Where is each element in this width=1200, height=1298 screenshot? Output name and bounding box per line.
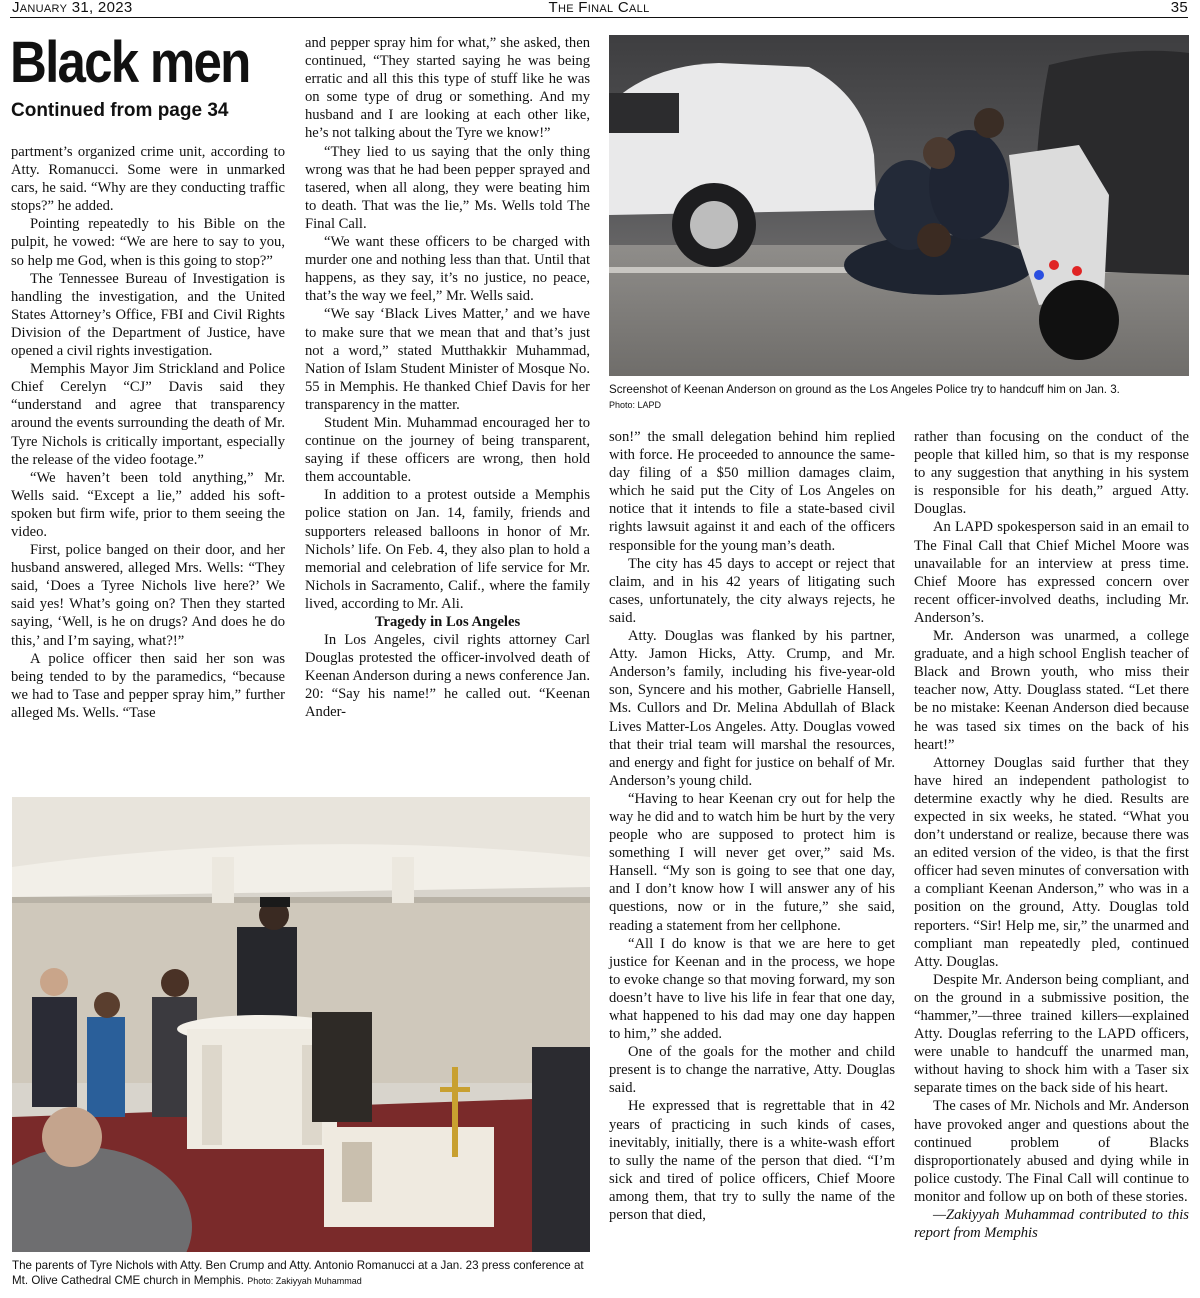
- paragraph: Student Min. Muhammad encouraged her to continue on the journey of being transparent, saying if these officers are wrong, then hold them accountable.: [305, 414, 590, 486]
- top-photo-caption: [609, 382, 1194, 413]
- publication-name: The Final Call: [548, 0, 650, 16]
- top-photo-caption-text: Screenshot of Keenan Anderson on ground as the Los Angeles Police try to handcuff him on Jan. 3.: [609, 383, 1120, 396]
- paragraph: Attorney Douglas said further that they have hired an independent pathologist to determine exactly why he died. Results are expected in six weeks, he stated. “What you don’t understand or realize, because there was an edited version of the video, is that the first officer had seven minutes of conversation with a compliant Keenan Anderson,” who was in a position on the ground, Atty. Douglas told reporters. “Sir! Help me, sir,” the unarmed and compliant man repeatedly pled, continued Atty. Douglas.: [914, 754, 1189, 970]
- paragraph: “We say ‘Black Lives Matter,’ and we have to make sure that we mean that and that’s just not a word,” stated Mutthakkir Muhammad, Nation of Islam Student Minister of Mosque No. 55 in Memphis. He thanked Chief Davis for her transparency in the matter.: [305, 306, 590, 413]
- paragraph: A police officer then said her son was being tended to by the paramedics, “because we had to Tase and pepper spray him,” further alleged Ms. Wells. “Tase: [11, 650, 285, 721]
- running-header: [10, 0, 1188, 18]
- paragraph: “They lied to us saying that the only thing wrong was that he had been pepper sprayed and tasered, when all along, they were beating him to death. That was the lie,” Ms. Wells told The Final Call.: [305, 143, 590, 232]
- bottom-photo-caption: [12, 1258, 594, 1289]
- top-photo-credit: Photo: LAPD: [609, 400, 662, 410]
- headline: Black men: [10, 30, 250, 95]
- paragraph: “We haven’t been told anything,” Mr. Wells said. “Except a lie,” added his soft-spoken but firm wife, prior to them seeing the video.: [11, 469, 285, 540]
- paragraph: and pepper spray him for what,” she asked, then continued, “They started saying he was being erratic and all this this type of stuff like he was on some type of drug or something. And my husband and I are looking at each other like, he’s not talking about the Tyre we know!”: [305, 35, 590, 142]
- issue-date: January 31, 2023: [12, 0, 133, 16]
- paragraph: The cases of Mr. Nichols and Mr. Anderson have provoked anger and questions about the continued problem of Blacks disproportionately abused and dying while in police custody. The Final Call will continue to monitor and follow up on both of these stories.: [914, 1098, 1189, 1205]
- paragraph: partment’s organized crime unit, according to Atty. Romanucci. Some were in unmarked cars, he said. “Why are they conducting traffic stops?” he added.: [11, 144, 285, 215]
- paragraph: The city has 45 days to accept or reject that claim, and in his 42 years of litigating such cases, unfortunately, the city always rejects, he said.: [609, 555, 895, 626]
- bottom-photo-credit: Photo: Zakiyyah Muhammad: [247, 1276, 362, 1286]
- paragraph: “Having to hear Keenan cry out for help the way he did and to watch him be hurt by the very people who are supposed to protect him is something I will never get over,” said Ms. Hansell. “My son is going to see that one day, and I don’t know how I will answer any of his questions, now or in the future,” she said, reading a statement from her cellphone.: [609, 790, 895, 934]
- paragraph: son!” the small delegation behind him replied with force. He proceeded to announce the same-day filing of a $50 million damages claim, which he said put the City of Los Angeles on notice that it intends to file a state-based civil rights lawsuit against it and each of the officers responsible for the young man’s death.: [609, 429, 895, 554]
- church-press-conference-photo: [12, 797, 590, 1252]
- paragraph: “All I do know is that we are here to get justice for Keenan and in the process, we hope to evoke change so that moving forward, my son doesn’t have to live his life in fear that one day, what happened to his dad may one day happen to him,” she added.: [609, 935, 895, 1043]
- header-rule: [10, 17, 1188, 18]
- paragraph: rather than focusing on the conduct of the people that killed him, so that is my response to any suggestion that anything in his system is responsible for his death,” argued Atty. Douglas.: [914, 429, 1189, 518]
- police-scene-image: [609, 35, 1189, 376]
- page-number: 35: [1170, 0, 1188, 16]
- paragraph: Mr. Anderson was unarmed, a college graduate, and a high school English teacher of Black and Brown youth, who miss their teacher now, Atty. Douglass stated. “Let there be no mistake: Keenan Anderson died because he was tased six times on the back of his heart!”: [914, 628, 1189, 753]
- paragraph: First, police banged on their door, and her husband answered, alleged Mrs. Wells: “They said, ‘Does a Tyree Nichols live here?’ We said yes! What’s going on? Then they started saying, ‘Well, is he on drugs? And does he do this,’ and I’m saying, what?!”: [11, 542, 285, 649]
- paragraph: The Tennessee Bureau of Investigation is handling the investigation, and the United States Attorney’s Office, FBI and Civil Rights Division of the Department of Justice, have opened a civil rights investigation.: [11, 270, 285, 360]
- article-column-2: [305, 34, 590, 722]
- paragraph: “We want these officers to be charged with murder one and nothing less than that. Until that happens, as they say, it’s no justice, no peace, that’s the way we feel,” Mr. Wells said.: [305, 234, 590, 305]
- article-column-3: [609, 428, 895, 1224]
- paragraph: Memphis Mayor Jim Strickland and Police Chief Cerelyn “CJ” Davis said they “understand and agree that transparency around the events surrounding the death of Mr. Tyre Nichols is critically important, especially the release of the video footage.”: [11, 361, 285, 468]
- article-column-4: [914, 428, 1189, 1242]
- paragraph: In addition to a protest outside a Memphis police station on Jan. 14, family, friends and supporters released balloons in honor of Mr. Nichols’ life. On Feb. 4, they also plan to hold a memorial and celebration of life service for Mr. Nichols in Sacramento, Calif., where the family lived, according to Mr. Ali.: [305, 487, 590, 612]
- police-scene-photo: [609, 35, 1189, 376]
- paragraph: He expressed that is regrettable that in 42 years of practicing in such kinds of cases, inevitably, initially, there is a white-wash effort to sully the name of the person that died. “I’m sick and tired of police officers, Chief Moore among them, that try to sully the name of the person that died,: [609, 1098, 895, 1224]
- paragraph: In Los Angeles, civil rights attorney Carl Douglas protested the officer-involved death of Keenan Anderson during a news conference Jan. 20: “Say his name!” he called out. “Keenan Ander-: [305, 632, 590, 721]
- bottom-photo-caption-text: The parents of Tyre Nichols with Atty. Ben Crump and Atty. Antonio Romanucci at a Jan. 23 press conference at Mt. Olive Cathedral CME church in Memphis.: [12, 1259, 584, 1287]
- paragraph: Despite Mr. Anderson being compliant, and on the ground in a submissive position, the “hammer,”—three trained killers—explained Atty. Douglas referring to the LAPD officers, were unable to handcuff the unarmed man, without having to shock him with a Taser six separate times on the back side of his heart.: [914, 971, 1189, 1097]
- paragraph: One of the goals for the mother and child present is to change the narrative, Atty. Douglas said.: [609, 1044, 895, 1097]
- church-press-conference-image: [12, 797, 590, 1252]
- subhead: Tragedy in Los Angeles: [374, 614, 521, 630]
- continued-line: Continued from page 34: [11, 100, 229, 121]
- byline: —Zakiyyah Muhammad contributed to this report from Memphis: [914, 1207, 1189, 1242]
- article-column-1: [11, 143, 285, 722]
- paragraph: Pointing repeatedly to his Bible on the pulpit, he vowed: “We are here to say to you, so help me God, when is this going to stop?”: [11, 216, 285, 269]
- paragraph: Atty. Douglas was flanked by his partner, Atty. Jamon Hicks, Atty. Crump, and Mr. Anderson’s family, including his five-year-old son, Syncere and his mother, Gabrielle Hansell, Ms. Cullors and Dr. Melina Abdullah of Black Lives Matter-Los Angeles. Atty. Douglas vowed that their trial team will marshal the resources, and energy and fight for justice on behalf of Mr. Anderson’s young child.: [609, 628, 895, 789]
- paragraph: An LAPD spokesperson said in an email to The Final Call that Chief Michel Moore was unavailable for an interview at press time. Chief Moore has expressed concern over recent officer-involved deaths, including Mr. Anderson’s.: [914, 519, 1189, 626]
